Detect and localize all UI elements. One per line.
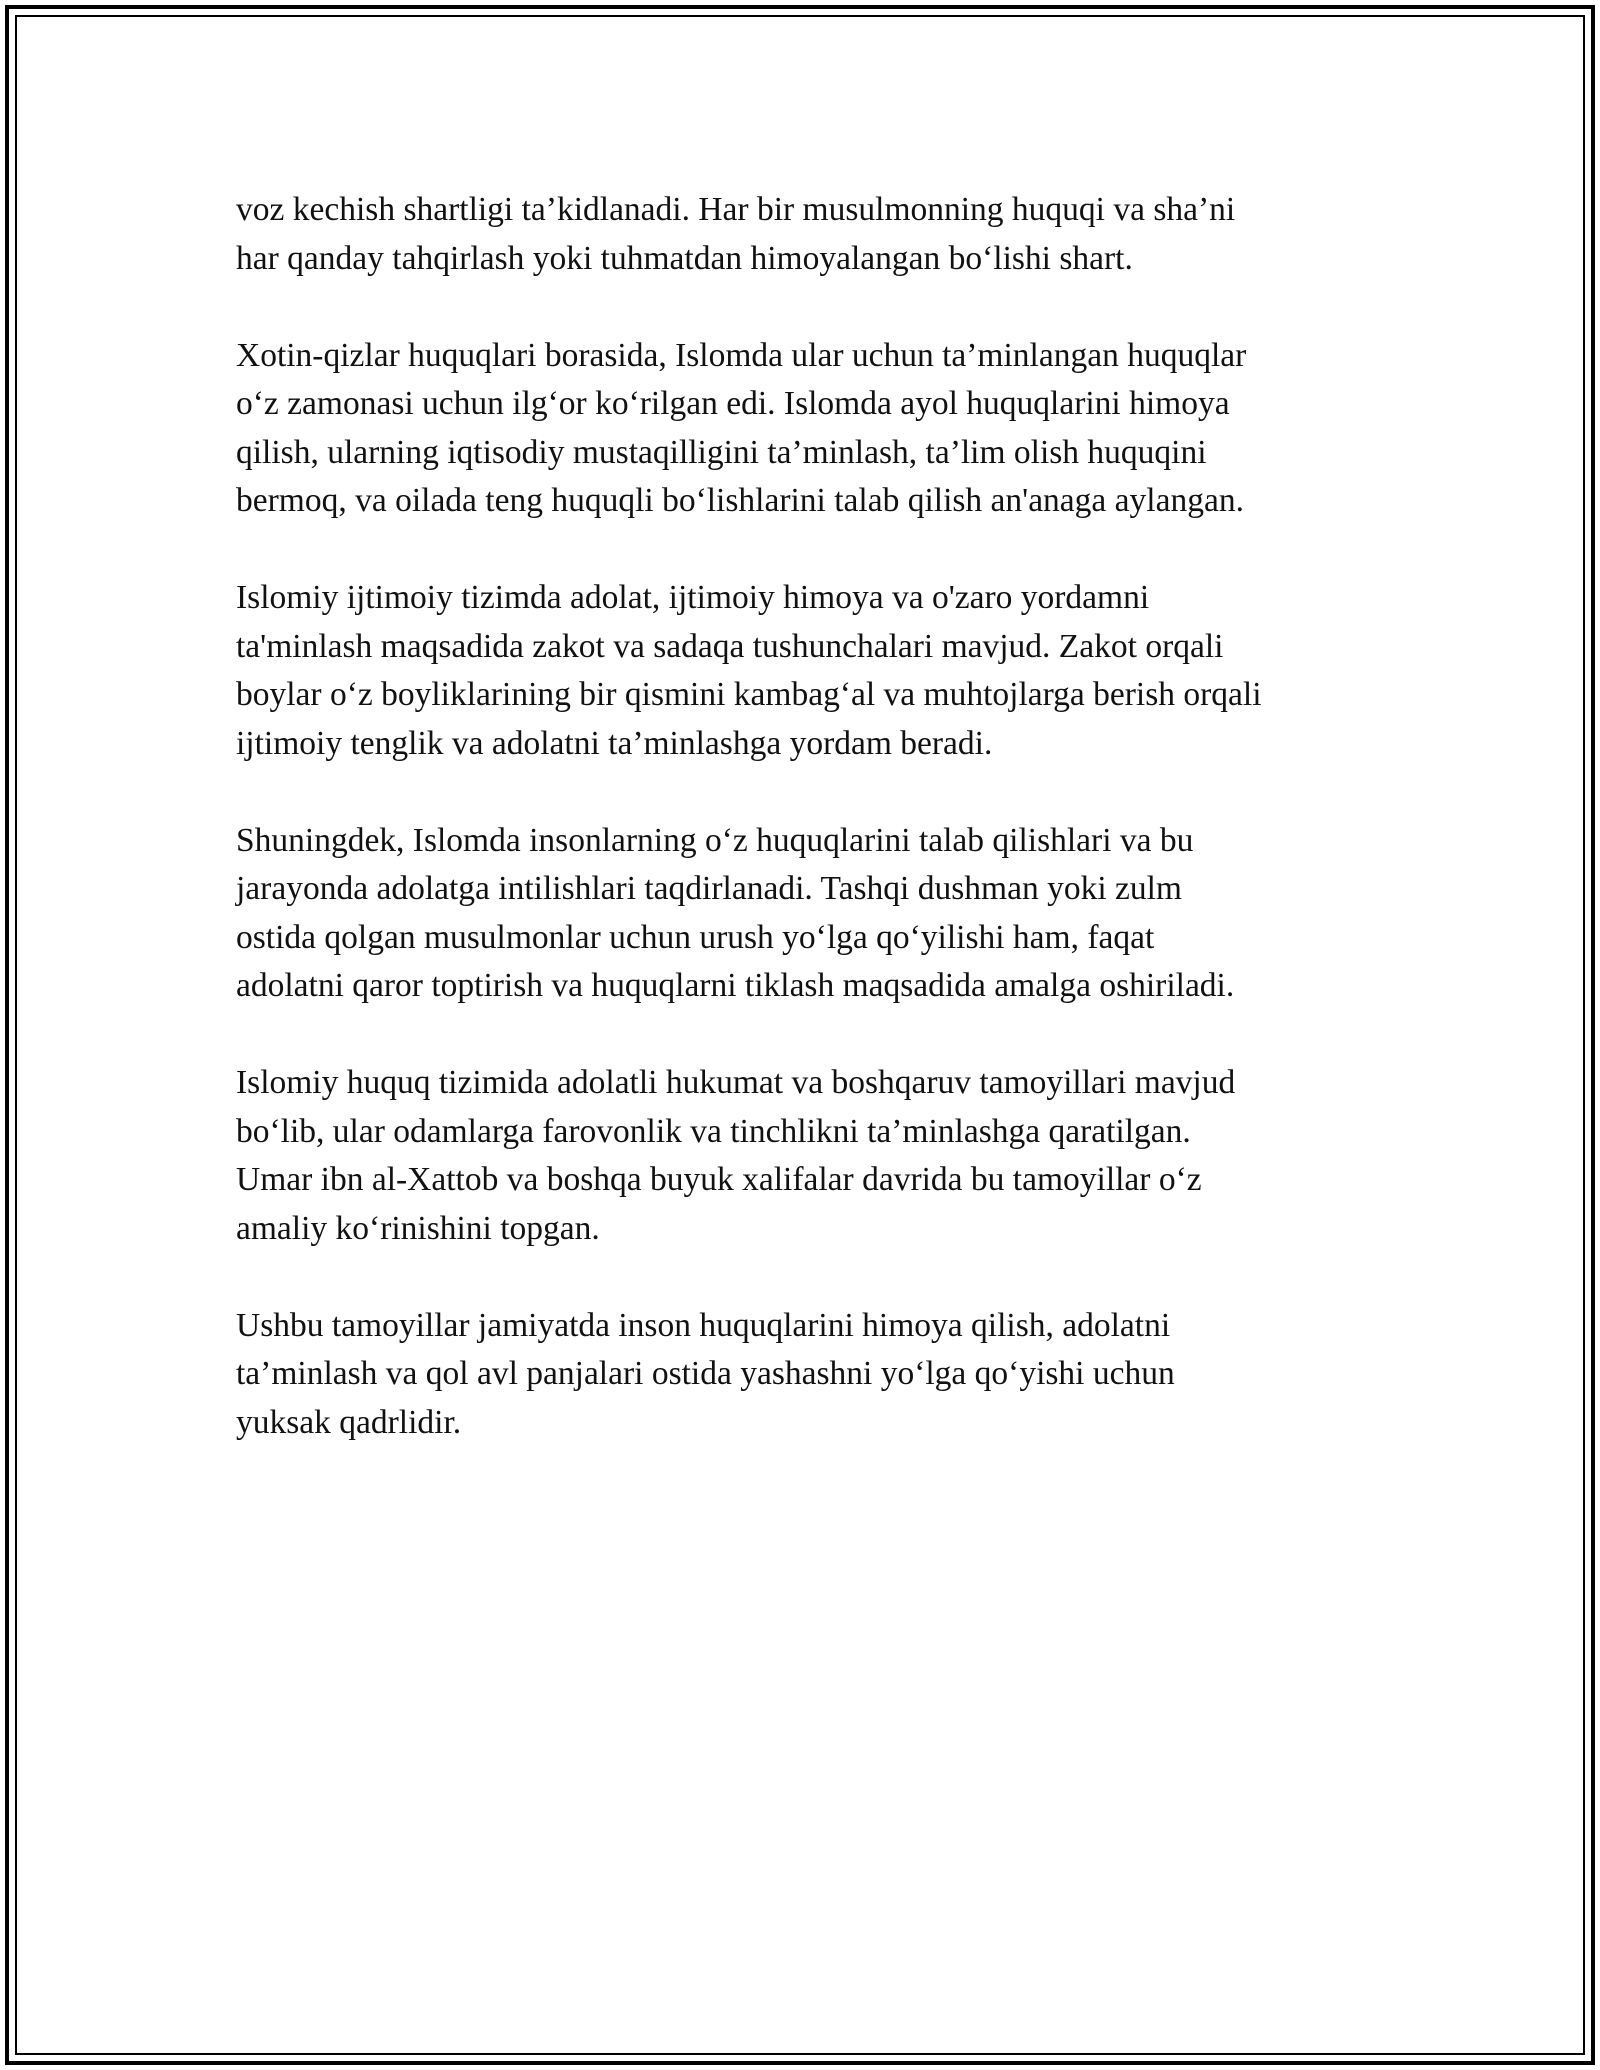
- text-line: Ushbu tamoyillar jamiyatda inson huquqlarini himoya qilish, adolatni: [236, 1306, 1171, 1344]
- text-line: Islomiy huquq tizimida adolatli hukumat va boshqaruv tamoyillari mavjud: [236, 1064, 1236, 1101]
- text-line: o‘z zamonasi uchun ilg‘or ko‘rilgan edi. Islomda ayol huquqlarini himoya: [236, 385, 1230, 422]
- text-line: jarayonda adolatga intilishlari taqdirlanadi. Tashqi dushman yoki zulm: [236, 870, 1182, 907]
- text-line: adolatni qaror toptirish va huquqlarni tiklash maqsadida amalga oshiriladi.: [236, 967, 1235, 1004]
- document-body: [236, 186, 1386, 1496]
- text-line: Xotin-qizlar huquqlari borasida, Islomda ular uchun ta’minlangan huquqlar: [236, 336, 1247, 374]
- text-line: Umar ibn al-Xattob va boshqa buyuk xalifalar davrida bu tamoyillar o‘z: [236, 1161, 1202, 1198]
- text-line: voz kechish shartligi ta’kidlanadi. Har bir musulmonning huquqi va sha’ni: [236, 191, 1236, 228]
- text-line: ta’minlash va qol avl panjalari ostida yashashni yo‘lga qo‘yishi uchun: [236, 1355, 1175, 1392]
- paragraph-1: [236, 186, 1386, 283]
- text-line: Shuningdek, Islomda insonlarning o‘z huquqlarini talab qilishlari va bu: [236, 821, 1194, 859]
- paragraph-4: [236, 817, 1386, 1011]
- text-line: bermoq, va oilada teng huquqli bo‘lishlarini talab qilish an'anaga aylangan.: [236, 482, 1244, 519]
- paragraph-5: [236, 1059, 1386, 1253]
- text-line: amaliy ko‘rinishini topgan.: [236, 1209, 600, 1247]
- text-line: yuksak qadrlidir.: [236, 1403, 462, 1441]
- text-line: bo‘lib, ular odamlarga farovonlik va tinchlikni ta’minlashga qaratilgan.: [236, 1112, 1191, 1150]
- text-line: qilish, ularning iqtisodiy mustaqilligini ta’minlash, ta’lim olish huquqini: [236, 433, 1207, 471]
- paragraph-3: [236, 574, 1386, 768]
- text-line: boylar o‘z boyliklarining bir qismini kambag‘al va muhtojlarga berish orqali: [236, 676, 1262, 713]
- paragraph-2: [236, 332, 1386, 526]
- text-line: ijtimoiy tenglik va adolatni ta’minlashga yordam beradi.: [236, 724, 993, 762]
- text-line: har qanday tahqirlash yoki tuhmatdan himoyalangan bo‘lishi shart.: [236, 239, 1133, 277]
- text-line: ostida qolgan musulmonlar uchun urush yo‘lga qo‘yilishi ham, faqat: [236, 918, 1155, 956]
- paragraph-6: [236, 1302, 1386, 1448]
- text-line: ta'minlash maqsadida zakot va sadaqa tushunchalari mavjud. Zakot orqali: [236, 627, 1224, 665]
- text-line: Islomiy ijtimoiy tizimda adolat, ijtimoiy himoya va o'zaro yordamni: [236, 579, 1150, 616]
